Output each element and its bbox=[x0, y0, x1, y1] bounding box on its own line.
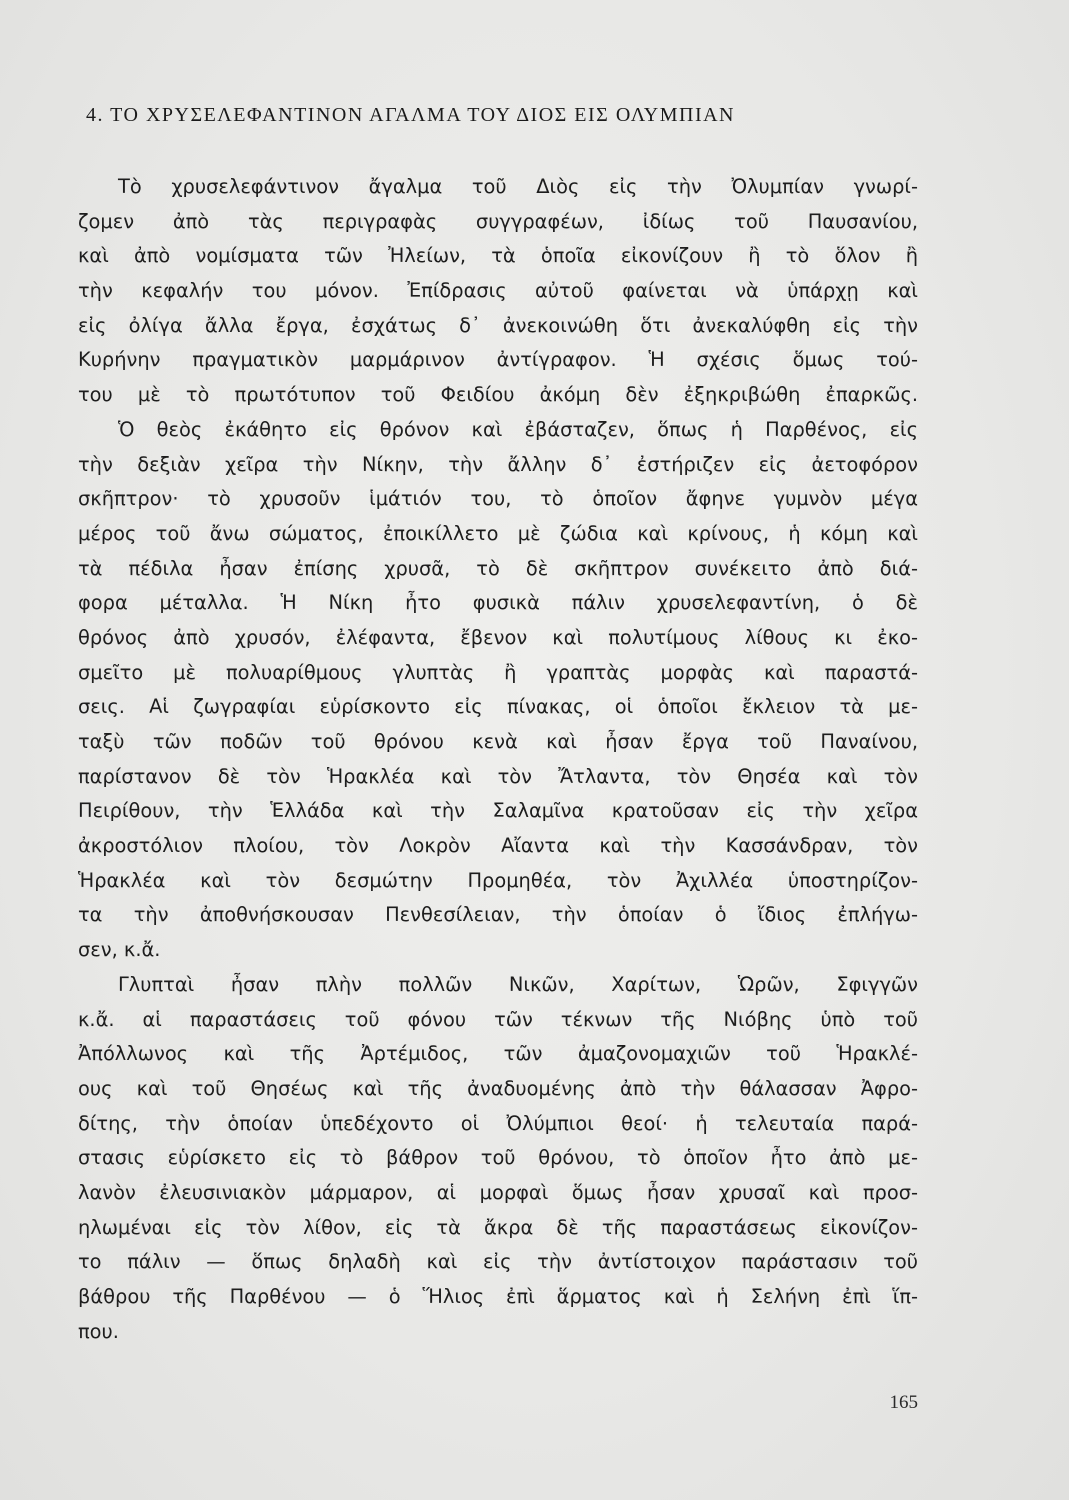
text-line: μέρος τοῦ ἄνω σώματος, ἐποικίλλετο μὲ ζώδια καὶ κρίνους, ἡ κόμη καὶ bbox=[78, 521, 918, 545]
text-line: θρόνος ἀπὸ χρυσόν, ἐλέφαντα, ἔβενον καὶ πολυτίμους λίθους κι ἐκο- bbox=[78, 625, 918, 649]
text-line: που. bbox=[78, 1319, 119, 1343]
text-line: τὴν δεξιὰν χεῖρα τὴν Νίκην, τὴν ἄλλην δ᾽ ἐστήριζεν εἰς ἀετοφόρον bbox=[78, 452, 918, 476]
text-line: Πειρίθουν, τὴν Ἑλλάδα καὶ τὴν Σαλαμῖνα κρατοῦσαν εἰς τὴν χεῖρα bbox=[78, 799, 918, 823]
text-line: τὰ πέδιλα ἦσαν ἐπίσης χρυσᾶ, τὸ δὲ σκῆπτρον συνέκειτο ἀπὸ διά- bbox=[78, 556, 918, 580]
text-line: ους καὶ τοῦ Θησέως καὶ τῆς ἀναδυομένης ἀπὸ τὴν θάλασσαν Ἀφρο- bbox=[78, 1076, 918, 1100]
body-text bbox=[78, 170, 918, 1349]
text-line: σεις. Αἱ ζωγραφίαι εὑρίσκοντο εἰς πίνακας, οἱ ὁποῖοι ἔκλειον τὰ με- bbox=[78, 695, 918, 719]
text-line: ἀκροστόλιον πλοίου, τὸν Λοκρὸν Αἴαντα καὶ τὴν Κασσάνδραν, τὸν bbox=[78, 834, 918, 858]
text-line: Ἀπόλλωνος καὶ τῆς Ἀρτέμιδος, τῶν ἀμαζονομαχιῶν τοῦ Ἡρακλέ- bbox=[78, 1042, 918, 1066]
text-line: Ὁ θεὸς ἐκάθητο εἰς θρόνον καὶ ἐβάσταζεν, ὅπως ἡ Παρθένος, εἰς bbox=[118, 417, 918, 441]
text-line: δίτης, τὴν ὁποίαν ὑπεδέχοντο οἱ Ὀλύμπιοι θεοί· ἡ τελευταία παρά- bbox=[78, 1111, 918, 1135]
text-line: ζομεν ἀπὸ τὰς περιγραφὰς συγγραφέων, ἰδίως τοῦ Παυσανίου, bbox=[78, 209, 918, 233]
text-line: στασις εὑρίσκετο εἰς τὸ βάθρον τοῦ θρόνου, τὸ ὁποῖον ἦτο ἀπὸ με- bbox=[78, 1146, 918, 1170]
section-heading: 4. ΤΟ ΧΡΥΣΕΛΕΦΑΝΤΙΝΟΝ ΑΓΑΛΜΑ ΤΟΥ ΔΙΟΣ ΕΙΣ ΟΛΥΜΠΙΑΝ bbox=[86, 104, 735, 126]
text-line: εἰς ὀλίγα ἄλλα ἔργα, ἐσχάτως δ᾽ ἀνεκοινώθη ὅτι ἀνεκαλύφθη εἰς τὴν bbox=[78, 313, 918, 337]
text-line: του μὲ τὸ πρωτότυπον τοῦ Φειδίου ἀκόμη δὲν ἐξηκριβώθη ἐπαρκῶς. bbox=[78, 383, 918, 407]
text-line: φορα μέταλλα. Ἡ Νίκη ἦτο φυσικὰ πάλιν χρυσελεφαντίνη, ὁ δὲ bbox=[78, 591, 918, 615]
text-line: ταξὺ τῶν ποδῶν τοῦ θρόνου κενὰ καὶ ἦσαν ἔργα τοῦ Παναίνου, bbox=[78, 730, 918, 753]
text-line: σκῆπτρον· τὸ χρυσοῦν ἱμάτιόν του, τὸ ὁποῖον ἄφηνε γυμνὸν μέγα bbox=[78, 487, 918, 511]
text-line: Κυρήνην πραγματικὸν μαρμάρινον ἀντίγραφον. Ἡ σχέσις ὅμως τού- bbox=[78, 348, 918, 372]
text-line: σμεῖτο μὲ πολυαρίθμους γλυπτὰς ἢ γραπτὰς μορφὰς καὶ παραστά- bbox=[78, 660, 918, 684]
text-line: κ.ἄ. αἱ παραστάσεις τοῦ φόνου τῶν τέκνων τῆς Νιόβης ὑπὸ τοῦ bbox=[78, 1007, 918, 1031]
text-line: βάθρου τῆς Παρθένου — ὁ Ἥλιος ἐπὶ ἅρματος καὶ ἡ Σελήνη ἐπὶ ἵπ- bbox=[78, 1285, 918, 1308]
page-number: 165 bbox=[889, 1392, 918, 1413]
text-line: Τὸ χρυσελεφάντινον ἄγαλμα τοῦ Διὸς εἰς τὴν Ὀλυμπίαν γνωρί- bbox=[118, 175, 918, 198]
text-line: σεν, κ.ἄ. bbox=[78, 938, 161, 962]
text-line: τὴν κεφαλήν του μόνον. Ἐπίδρασις αὐτοῦ φαίνεται νὰ ὑπάρχῃ καὶ bbox=[78, 279, 918, 303]
text-line: Ἡρακλέα καὶ τὸν δεσμώτην Προμηθέα, τὸν Ἀχιλλέα ὑποστηρίζον- bbox=[78, 868, 918, 892]
text-line: ηλωμέναι εἰς τὸν λίθον, εἰς τὰ ἄκρα δὲ τῆς παραστάσεως εἰκονίζον- bbox=[78, 1215, 918, 1239]
text-line: Γλυπταὶ ἦσαν πλὴν πολλῶν Νικῶν, Χαρίτων, Ὡρῶν, Σφιγγῶν bbox=[118, 972, 918, 996]
text-line: παρίστανον δὲ τὸν Ἡρακλέα καὶ τὸν Ἄτλαντα, τὸν Θησέα καὶ τὸν bbox=[78, 764, 918, 788]
text-line: καὶ ἀπὸ νομίσματα τῶν Ἠλείων, τὰ ὁποῖα εἰκονίζουν ἢ τὸ ὅλον ἢ bbox=[78, 244, 918, 268]
text-line: τα τὴν ἀποθνήσκουσαν Πενθεσίλειαν, τὴν ὁποίαν ὁ ἴδιος ἐπλήγω- bbox=[78, 903, 918, 927]
text-line: το πάλιν — ὅπως δηλαδὴ καὶ εἰς τὴν ἀντίστοιχον παράστασιν τοῦ bbox=[78, 1250, 918, 1274]
text-line: λανὸν ἐλευσινιακὸν μάρμαρον, αἱ μορφαὶ ὅμως ἦσαν χρυσαῖ καὶ προσ- bbox=[78, 1180, 918, 1204]
